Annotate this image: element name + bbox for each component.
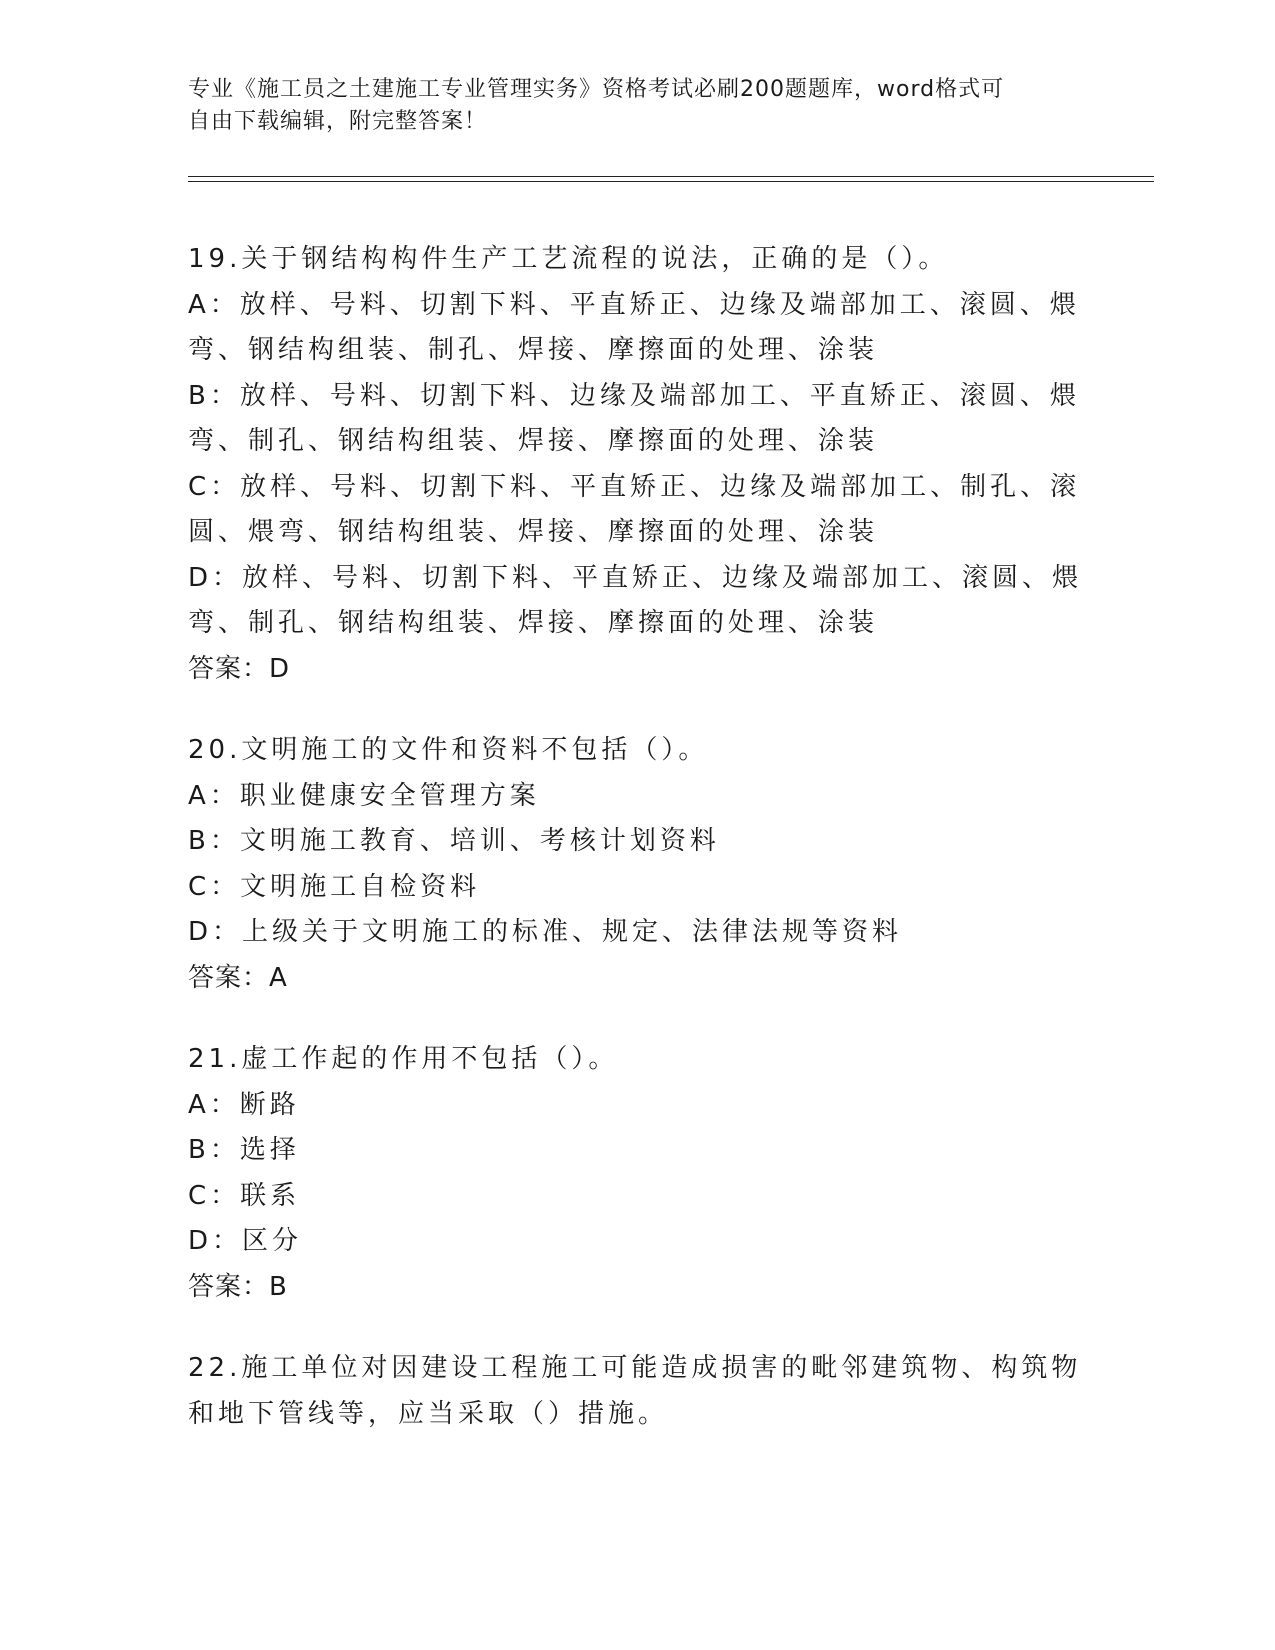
question-21 [188, 1037, 1088, 1310]
header-title-line-1: 专业《施工员之土建施工专业管理实务》资格考试必刷200题题库，word格式可 [188, 77, 1005, 102]
option-c: C：联系 [188, 1180, 301, 1211]
option-d: D：上级关于文明施工的标准、规定、法律法规等资料 [188, 917, 903, 947]
answer: 答案：A [188, 962, 288, 993]
option-b: B：放样、号料、切割下料、边缘及端部加工、平直矫正、滚圆、煨弯、制孔、钢结构组装、焊接、摩擦面的处理、涂装 [188, 380, 1080, 456]
option-a: A：放样、号料、切割下料、平直矫正、边缘及端部加工、滚圆、煨弯、钢结构组装、制孔、焊接、摩擦面的处理、涂装 [188, 289, 1080, 365]
question-list [188, 237, 1088, 1437]
document-header [188, 74, 1088, 138]
option-c: C：放样、号料、切割下料、平直矫正、边缘及端部加工、制孔、滚圆、煨弯、钢结构组装、焊接、摩擦面的处理、涂装 [188, 471, 1081, 547]
option-b: B：文明施工教育、培训、考核计划资料 [188, 826, 720, 856]
option-d: D：区分 [188, 1226, 303, 1256]
answer: 答案：B [188, 1271, 288, 1302]
question-20 [188, 728, 1088, 1001]
question-22 [188, 1346, 1088, 1437]
option-a: A：断路 [188, 1089, 300, 1120]
option-c: C：文明施工自检资料 [188, 871, 481, 902]
header-title-line-2: 自由下载编辑，附完整答案！ [188, 109, 488, 134]
option-a: A：职业健康安全管理方案 [188, 780, 540, 811]
option-d: D：放样、号料、切割下料、平直矫正、边缘及端部加工、滚圆、煨弯、制孔、钢结构组装、焊接、摩擦面的处理、涂装 [188, 562, 1083, 638]
header-divider-top [188, 176, 1154, 177]
question-stem: 21.虚工作起的作用不包括（）。 [188, 1044, 619, 1074]
question-19 [188, 237, 1088, 692]
question-stem: 22.施工单位对因建设工程施工可能造成损害的毗邻建筑物、构筑物和地下管线等，应当采取（）措施。 [188, 1353, 1082, 1429]
answer: 答案：D [188, 653, 291, 684]
option-b: B：选择 [188, 1135, 300, 1165]
question-stem: 20.文明施工的文件和资料不包括（）。 [188, 735, 709, 765]
header-divider-bottom [188, 181, 1154, 182]
question-stem: 19.关于钢结构构件生产工艺流程的说法，正确的是（）。 [188, 244, 949, 274]
